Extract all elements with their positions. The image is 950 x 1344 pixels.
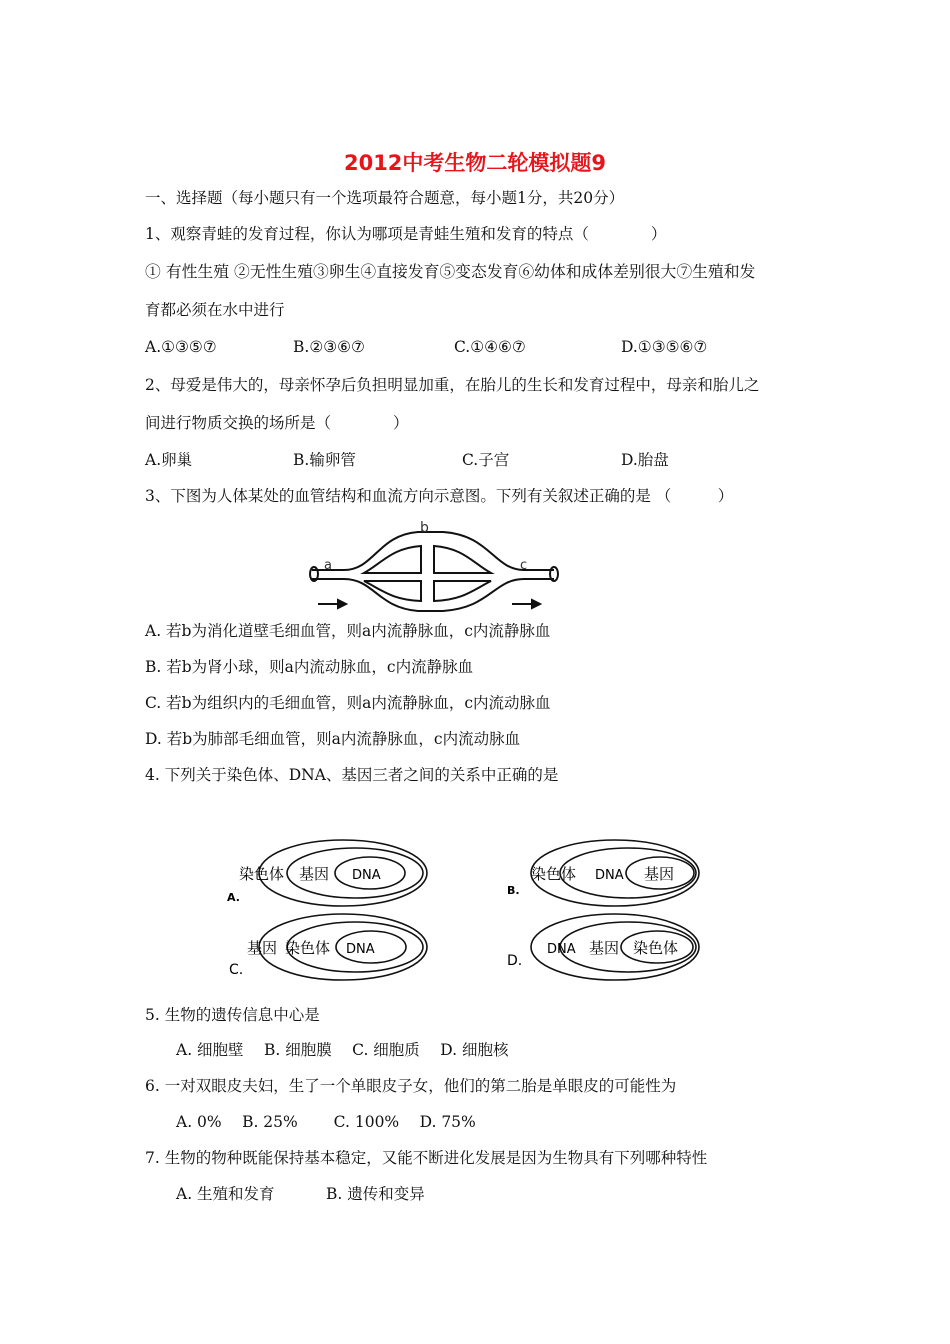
q4c-middle-label: 染色体 (285, 939, 331, 957)
q7-stem: 7. 生物的物种既能保持基本稳定，又能不断进化发展是因为生物具有下列哪种特性 (145, 1149, 708, 1167)
q2-option-b: B.输卵管 (293, 451, 356, 469)
q4-stem: 4. 下列关于染色体、DNA、基因三者之间的关系中正确的是 (145, 766, 559, 784)
q3-stem: 3、下图为人体某处的血管结构和血流方向示意图。下列有关叙述正确的是 （ ） (145, 487, 734, 505)
q4-diagram-d (505, 910, 705, 985)
q4c-outer-label: 基因 (247, 939, 278, 957)
q4a-letter: A. (227, 891, 240, 904)
q4d-outer-label: DNA (547, 942, 576, 957)
q1-items-cont: 育都必须在水中进行 (145, 301, 285, 319)
q4d-inner-label: 染色体 (633, 939, 679, 957)
q7-options: A. 生殖和发育 B. 遗传和变异 (176, 1185, 425, 1203)
q3-option-c: C. 若b为组织内的毛细血管，则a内流静脉血，c内流动脉血 (145, 694, 551, 712)
q4-diagram-b (505, 828, 705, 908)
q3-option-a: A. 若b为消化道壁毛细血管，则a内流静脉血，c内流静脉血 (145, 622, 551, 640)
q4c-inner-label: DNA (346, 942, 375, 957)
q4a-inner-label: DNA (352, 868, 381, 883)
q5-stem: 5. 生物的遗传信息中心是 (145, 1006, 320, 1024)
q2-option-d: D.胎盘 (621, 451, 669, 469)
q1-option-b: B.②③⑥⑦ (293, 338, 365, 356)
label-c: c (520, 558, 528, 573)
q4c-letter: C. (229, 962, 244, 978)
q4b-middle-label: DNA (595, 868, 624, 883)
blood-vessel-diagram (300, 515, 570, 615)
q2-option-c: C.子宫 (462, 451, 510, 469)
q4b-letter: B. (507, 884, 520, 897)
q2-stem-cont: 间进行物质交换的场所是（ ） (145, 414, 409, 432)
q1-items: ① 有性生殖 ②无性生殖③卵生④直接发育⑤变态发育⑥幼体和成体差别很大⑦生殖和发 (145, 262, 756, 281)
page-title: 2012中考生物二轮模拟题9 (343, 151, 607, 175)
q4d-middle-label: 基因 (589, 939, 620, 957)
q2-option-a: A.卵巢 (145, 451, 193, 469)
label-b: b (420, 520, 429, 536)
section-heading: 一、选择题（每小题只有一个选项最符合题意，每小题1分，共20分） (145, 189, 625, 207)
q6-stem: 6. 一对双眼皮夫妇，生了一个单眼皮子女，他们的第二胎是单眼皮的可能性为 (145, 1077, 677, 1095)
q1-stem: 1、观察青蛙的发育过程，你认为哪项是青蛙生殖和发育的特点（ ） (145, 225, 667, 243)
label-a: a (324, 558, 332, 573)
q2-stem: 2、母爱是伟大的，母亲怀孕后负担明显加重，在胎儿的生长和发育过程中，母亲和胎儿之 (145, 376, 760, 394)
q4d-letter: D. (507, 953, 523, 969)
q4-diagram-a (225, 828, 430, 908)
q3-option-b: B. 若b为肾小球，则a内流动脉血，c内流静脉血 (145, 658, 474, 676)
q4-diagram-c (225, 910, 430, 985)
q4b-inner-label: 基因 (644, 865, 675, 883)
q4a-outer-label: 染色体 (239, 865, 285, 883)
q1-option-a: A.①③⑤⑦ (145, 338, 217, 356)
q4b-outer-label: 染色体 (531, 865, 577, 883)
q6-options: A. 0% B. 25% C. 100% D. 75% (176, 1113, 476, 1131)
q1-option-d: D.①③⑤⑥⑦ (621, 338, 708, 356)
q1-option-c: C.①④⑥⑦ (454, 338, 526, 356)
q5-options: A. 细胞壁 B. 细胞膜 C. 细胞质 D. 细胞核 (176, 1041, 509, 1059)
q3-option-d: D. 若b为肺部毛细血管，则a内流静脉血，c内流动脉血 (145, 730, 521, 748)
q4a-middle-label: 基因 (299, 865, 330, 883)
